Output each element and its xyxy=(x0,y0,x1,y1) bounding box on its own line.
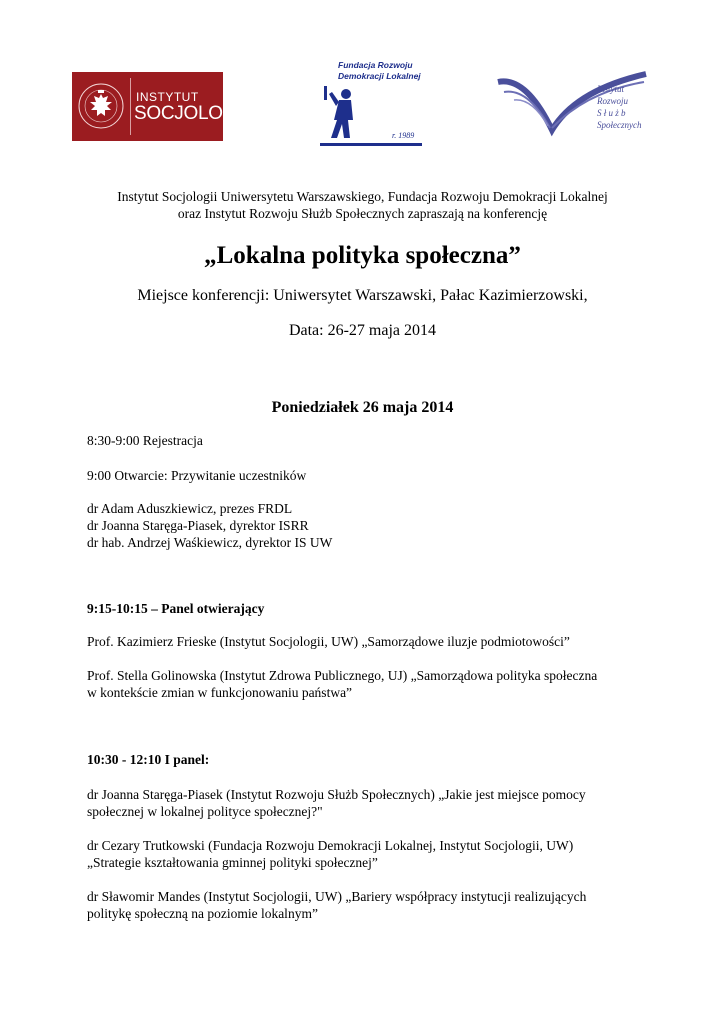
panel-1-talk-1-line-2: społecznej w lokalnej polityce społecznej?" xyxy=(87,804,323,819)
welcomer-2: dr Joanna Staręga-Piasek, dyrektor ISRR xyxy=(87,518,309,533)
panel-1-talk-1-line-1: dr Joanna Staręga-Piasek (Instytut Rozwoju Służb Społecznych) „Jakie jest miejsce pomocy xyxy=(87,787,586,802)
panel-1-talk-2-line-1: dr Cezary Trutkowski (Fundacja Rozwoju Demokracji Lokalnej, Instytut Socjologii, UW) xyxy=(87,838,574,853)
logo-frdl-line2: Demokracji Lokalnej xyxy=(338,71,421,81)
logo-irss xyxy=(496,70,648,138)
intro-line-1: Instytut Socjologii Uniwersytetu Warszawskiego, Fundacja Rozwoju Demokracji Lokalnej xyxy=(117,189,608,204)
day-heading: Poniedziałek 26 maja 2014 xyxy=(271,399,454,416)
panel-1-heading: 10:30 - 12:10 I panel: xyxy=(87,752,210,767)
eagle-seal-icon xyxy=(72,72,130,141)
logo-frdl-year: r. 1989 xyxy=(392,131,415,140)
welcomer-3: dr hab. Andrzej Waśkiewicz, dyrektor IS UW xyxy=(87,535,333,550)
registration: 8:30-9:00 Rejestracja xyxy=(87,433,203,448)
intro-line-2: oraz Instytut Rozwoju Służb Społecznych zapraszają na konferencję xyxy=(177,206,548,221)
logo-irss-line4: Społecznych xyxy=(597,120,642,130)
logo-divider xyxy=(130,78,131,135)
panel-1-talk-3-line-1: dr Sławomir Mandes (Instytut Socjologii, UW) „Bariery współpracy instytucji realizujących xyxy=(87,889,587,904)
logo-instytut-socjologii xyxy=(72,72,248,141)
logo-frdl-line1: Fundacja Rozwoju xyxy=(338,60,413,70)
panel-1-talk-3-line-2: politykę społeczną na poziomie lokalnym” xyxy=(87,906,318,921)
panel-opening-heading: 9:15-10:15 – Panel otwierający xyxy=(87,601,265,616)
logo-frdl-underline xyxy=(320,143,422,146)
panel-opening-talk-1: Prof. Kazimierz Frieske (Instytut Socjologii, UW) „Samorządowe iluzje podmiotowości” xyxy=(87,634,570,649)
logo-irss-line1: Instytut xyxy=(597,84,624,94)
date: Data: 26-27 maja 2014 xyxy=(288,322,437,339)
logo-frdl xyxy=(320,60,422,148)
logo-irss-line3: S ł u ż b xyxy=(597,108,626,118)
conference-title: „Lokalna polityka społeczna” xyxy=(204,242,521,269)
opening: 9:00 Otwarcie: Przywitanie uczestników xyxy=(87,468,307,483)
logo-is-line2: SOCJOLOGII xyxy=(134,103,248,124)
panel-opening-talk-2-line-2: w kontekście zmian w funkcjonowaniu państwa” xyxy=(87,685,353,700)
panel-1-talk-2-line-2: „Strategie kształtowania gminnej polityki społecznej” xyxy=(87,855,378,870)
venue: Miejsce konferencji: Uniwersytet Warszawski, Pałac Kazimierzowski, xyxy=(137,287,588,304)
welcomer-1: dr Adam Aduszkiewicz, prezes FRDL xyxy=(87,501,293,516)
logo-is-line1: INSTYTUT xyxy=(136,90,199,104)
logo-irss-line2: Rozwoju xyxy=(597,96,629,106)
voter-figure-icon xyxy=(320,86,370,144)
panel-opening-talk-2-line-1: Prof. Stella Golinowska (Instytut Zdrowa Publicznego, UJ) „Samorządowa polityka społeczna xyxy=(87,668,598,683)
